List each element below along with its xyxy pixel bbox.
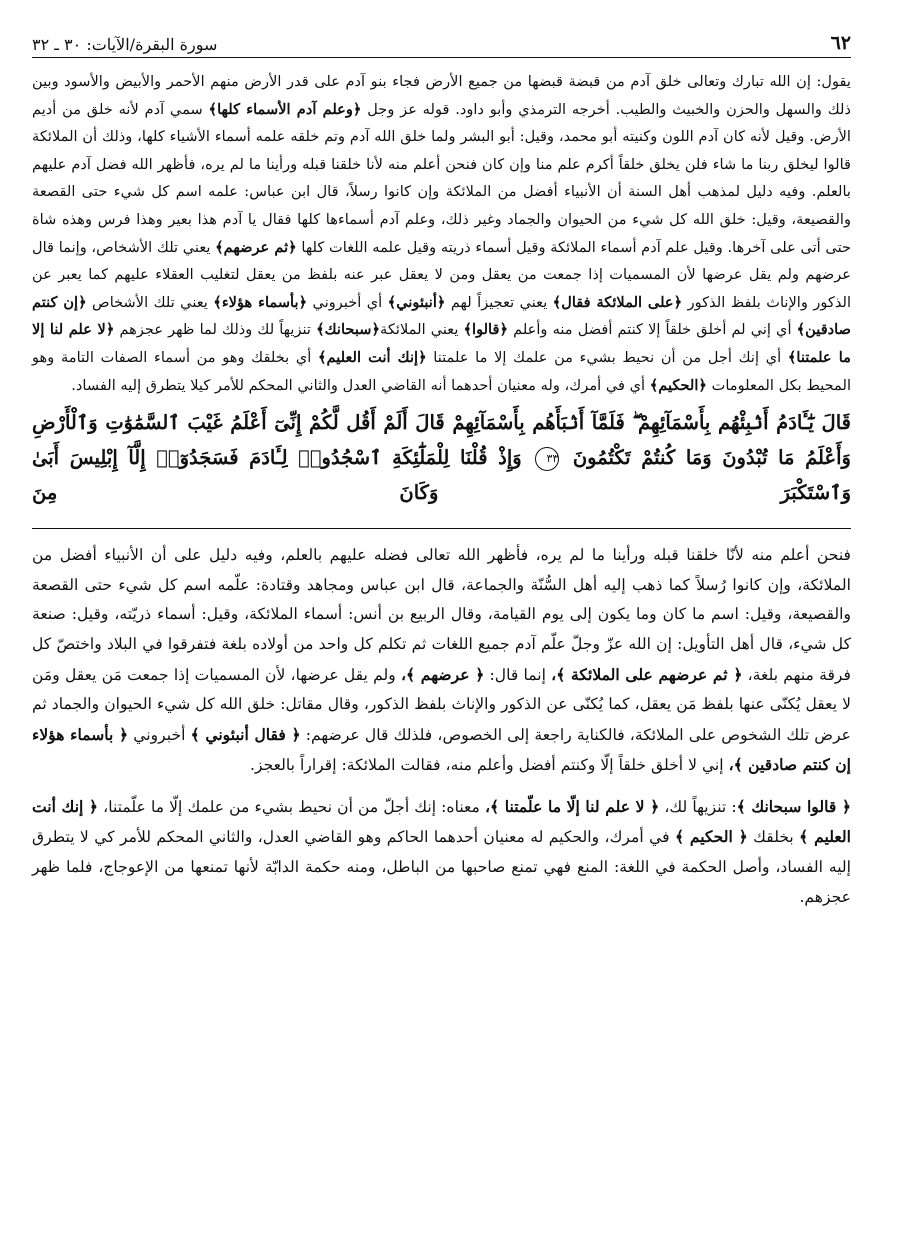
commentary-text: : تنزيهاً لك، [659, 797, 737, 816]
commentary-text: سمي آدم لأنه خلق من أديم الأرض. وقيل لأنه كان آدم اللون وكنيته أبو محمد، وقيل: أبو البشر ولما خلق الله آدم وتم خلقه علمه أسماء الأشياء كلها، وذلك أن الملائكة قالوا ليخلق ربنا ما شاء فلن يخلق خلقاً أكرم علم منا وإن كان فنحن أعلم منه لأنا خلقنا قبله ورأينا ما لم يره، فأظهر الله فضل آدم عليهم بالعلم. وفيه دليل لمذهب أهل السنة أن الأنبياء أفضل من الملائكة وإن كانوا رسلاً، قال ابن عباس: علمه اسم كل شيء حتى القصعة والقصيعة، وقيل: خلق الله كل شيء من الحيوان والجماد وغير ذلك، وعلم آدم أسماءها كلها فقال يا آدم هذا بعير وهذا فرس وهذه شاة حتى أتى على آخرها. وقيل علم آدم أسماء الملائكة وقيل أسماء ذريته وقيل علمه اللغات كلها [32, 100, 851, 256]
commentary-text: أي إني لم أخلق خلقاً إلا كنتم أفضل منه وأعلم [508, 321, 797, 339]
verse-quote: ﴿ الحكيم ﴾ [674, 827, 748, 847]
commentary-text: أي أخبروني [307, 293, 388, 311]
verse-quote: ﴿ إنك أنت العليم ﴾ [32, 796, 852, 847]
commentary-text: أي بخلقك وهو من أسماء الصفات التامة وهو المحيط بكل المعلومات [32, 348, 851, 394]
commentary-block [32, 68, 851, 399]
verse-quote: ﴿ عرضهم ﴾، [400, 664, 485, 684]
verse-quote: ﴿ثم عرضهم﴾ [215, 238, 297, 256]
commentary-text: يعني تعجيزاً لهم [445, 293, 553, 311]
commentary-text: معناه: إنك أجلّ من أن نحيط بشيء من علمك إلّا ما علّمتنا، [98, 797, 486, 816]
verse-quote: ﴿سبحانك﴾ [316, 321, 381, 339]
quran-verse-text: وَإِذْ قُلْنَا لِلْمَلَٰٓئِكَةِ ٱسْجُدُوا۟ لِـَٔادَمَ فَسَجَدُوٓا۟ إِلَّآ إِبْلِيسَ أَبَىٰ وَٱسْتَكْبَرَ وَكَانَ مِنَ [32, 446, 851, 505]
commentary-text: فنحن أعلم منه لأنّا خلقنا قبله ورأينا ما لم يره، فأظهر الله تعالى فضله عليهم بالعلم، وفيه دليل على أن الأنبياء أفضل من الملائكة، وإن كانوا رُسلاً كما ذهب إليه أهل السُّنّة والجماعة، قال ابن عباس ومجاهد وقتادة: علّمه اسم كل شيء حتى القصعة والقصيعة، وقيل: اسم ما كان وما يكون إلى يوم القيامة، وقال الربيع بن أنس: أسماء الملائكة، وقيل: أسماء ذريّته، وقيل: صنعة كل شيء، قال أهل التأويل: إن الله عزّ وجلّ علّم آدم جميع اللغات ثم تكلم كل واحد من أولاده بلغة فتفرقوا في البلاد واختصّ كل فرقة منهم بلغة، [32, 546, 851, 684]
running-title: سورة البقرة/الآيات: ٣٠ ـ ٣٢ [32, 35, 218, 54]
verse-quote: ﴿أنبئوني﴾ [387, 293, 446, 311]
verse-quote: ﴿إنك أنت العليم﴾ [317, 348, 427, 366]
book-page [32, 26, 851, 1245]
commentary-text: إنما قال: [484, 665, 552, 684]
commentary-text: في أمرك، والحكيم له معنيان أحدهما الحاكم وهو القاضي العدل، والثاني المحكم للأمر كي لا يتطرق إليه الفساد، وأصل الحكمة في اللغة: المنع فهي تمنع صاحبها من الباطل، ومنه حكمة الدابّة لأنها تمنعها من الإعوجاج، فلما ظهر عجزهم. [32, 828, 851, 906]
commentary-text: إني لا أخلق خلقاً إلّا وكنتم أفضل وأعلم منه، فقالت الملائكة: إقراراً بالعجز. [250, 756, 729, 775]
commentary-text: أي في أمرك، وله معنيان أحدهما أنه القاضي العدل والثاني المحكم للأمر كيلا يتطرق إليه الفساد. [71, 376, 650, 394]
lower-commentary [32, 541, 851, 912]
commentary-text: يقول: إن الله تبارك وتعالى خلق آدم من قبضة قبضها من جميع الأرض فجاء بنو آدم على قدر الأرض منهم الأحمر والأبيض والأسود وبين ذلك والسهل والحزن والخبيث والطيب. أخرجه الترمذي وأبو داود. قوله عز وجل [32, 73, 851, 118]
verse-number-marker: ٣٣ [535, 447, 559, 471]
verse-quote: ﴿الحكيم﴾ [649, 376, 707, 394]
commentary-text: تنزيهاً لك وذلك لما ظهر عجزهم [114, 321, 317, 339]
commentary-text: ولم يقل عرضها، لأن المسميات إذا جمعت مَن يعقل ومَن لا يعقل يُكنّى عنها بلفظ مَن يعقل، كما يُكنّى عن الذكور والإناث بلفظ الذكور، وقال مقاتل: خلق الله كل شيء الحيوان والجماد ثم عرض تلك الشخوص على الملائكة، فالكناية راجعة إلى الخصوص، فلذلك قال عرضهم: [32, 665, 851, 744]
verse-quote: ﴿ فقال أنبئوني ﴾ [190, 724, 301, 744]
commentary-text: أخبروني [128, 725, 191, 744]
page-number: ٦٢ [830, 32, 851, 54]
verse-quote: ﴿قالوا﴾ [463, 321, 509, 339]
verse-quote: ﴿إن كنتم صادقين﴾ [32, 293, 852, 339]
commentary-text: يعني تلك الأشخاص [86, 293, 214, 311]
page-header [32, 26, 851, 58]
lower-paragraph-2 [32, 792, 851, 912]
lower-paragraph-1 [32, 541, 851, 781]
verse-quote: ﴿ بأسماء هؤلاء إن كنتم صادقين ﴾، [32, 724, 851, 775]
verse-quote: ﴿بأسماء هؤلاء﴾ [213, 293, 308, 311]
verse-quote: ﴿ ثم عرضهم على الملائكة ﴾، [551, 664, 743, 684]
verse-quote: ﴿على الملائكة فقال﴾ [552, 293, 683, 311]
verse-quote: ﴿لا علم لنا إلا ما علمتنا﴾ [32, 321, 851, 366]
quran-verse-text: قَالَ يَٰٓـَٔادَمُ أَنۢبِئْهُم بِأَسْمَآئِهِمْ ۖ فَلَمَّآ أَنۢبَأَهُم بِأَسْمَآئِهِمْ قَالَ أَلَمْ أَقُل لَّكُمْ إِنِّىٓ أَعْلَمُ غَيْبَ ٱلسَّمَٰوَٰتِ وَٱلْأَرْضِ وَأَعْلَمُ مَا تُبْدُونَ وَمَا كُنتُمْ تَكْتُمُونَ [32, 411, 851, 470]
verse-quote: ﴿وعلم آدم الأسماء كلها﴾ [208, 100, 362, 118]
quran-verses [32, 405, 851, 510]
commentary-text: بخلقك [747, 828, 800, 847]
commentary-text: يعني الملائكة [380, 321, 464, 339]
verse-quote: ﴿ قالوا سبحانك ﴾ [736, 796, 852, 816]
commentary-text: أي إنك أجل من أن نحيط بشيء من علمك إلا ما علمتنا [426, 348, 788, 366]
verse-quote: ﴿ لا علم لنا إلّا ما علّمتنا ﴾، [485, 796, 660, 816]
commentary-paragraph [32, 68, 851, 399]
section-divider [32, 528, 851, 529]
commentary-text: يعني تلك الأشخاص، وإنما قال عرضهم ولم يقل عرضها لأن المسميات إذا جمعت من يعقل ومن لا يعقل عبر عنه بلفظ من يعقل لتغليب العقلاء عليهم كما يعبر عن الذكور والإناث بلفظ الذكور [32, 238, 852, 311]
